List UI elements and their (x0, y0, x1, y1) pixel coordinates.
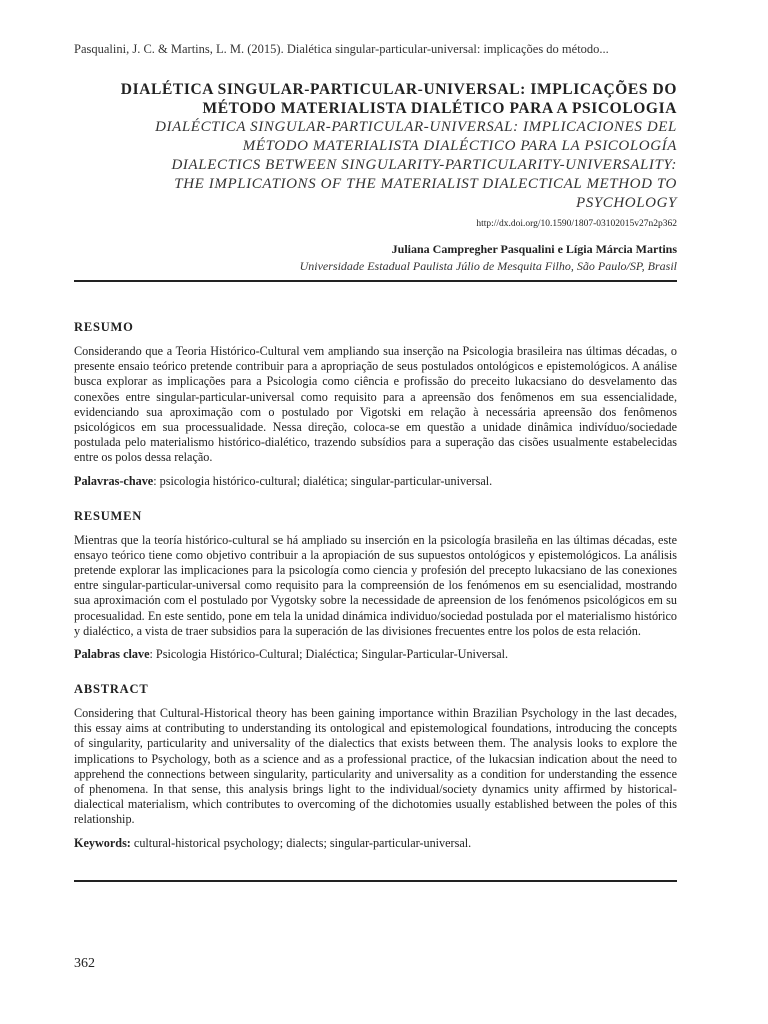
abstracts-area (74, 320, 677, 871)
keywords-label: Keywords: (74, 835, 131, 850)
keywords (74, 647, 677, 662)
affiliation: Universidade Estadual Paulista Júlio de Mesquita Filho, São Paulo/SP, Brasil (299, 259, 677, 273)
top-divider (74, 280, 677, 282)
title-line: PSYCHOLOGY (575, 195, 677, 211)
authors: Juliana Campregher Pasqualini e Lígia Márcia Martins (391, 242, 677, 256)
keywords-text: : psicologia histórico-cultural; dialética; singular-particular-universal. (153, 473, 493, 488)
title-line: DIALECTICS BETWEEN SINGULARITY-PARTICULARITY-UNIVERSALITY: (171, 157, 677, 173)
title-line: DIALÉTICA SINGULAR-PARTICULAR-UNIVERSAL: IMPLICAÇÕES DO (120, 81, 677, 98)
resumo-section (74, 320, 677, 489)
title-line: MÉTODO MATERIALISTA DIALÉCTICO PARA LA PSICOLOGÍA (242, 138, 677, 154)
keywords (74, 836, 677, 851)
abstract-section (74, 682, 677, 851)
keywords-label: Palabras clave (74, 647, 150, 662)
title-line: DIALÉCTICA SINGULAR-PARTICULAR-UNIVERSAL: IMPLICACIONES DEL (155, 119, 677, 135)
section-text: Considerando que a Teoria Histórico-Cultural vem ampliando sua inserção na Psicologia brasileira nas últimas décadas, o presente ensaio teórico pretende contribuir para a apropriação de seus postulados ontológicos e epistemológicos. A análise busca explorar as implicações para a Psicologia como ciência e profissão do preceito lukacsiano do desvelamento das conexões entre singular-particular-universal como requisito para a apreensão dos fenômenos em sua essencialidade, evidenciando sua aproximação com o postulado por Vigotski em relação à necessária apreensão dos fenômenos psicológicos em sua processualidade. Nessa direção, coloca-se em questão a unidade dinâmica indivíduo/sociedade postulada pelo materialismo histórico-dialético, trazendo subsídios para a superação das cisões usualmente estabelecidas entre os polos dessa relação. (74, 344, 677, 465)
section-heading: RESUMEN (74, 508, 143, 523)
resumen-section (74, 509, 677, 662)
title-spanish (74, 118, 677, 156)
title-line: MÉTODO MATERIALISTA DIALÉTICO PARA A PSICOLOGIA (202, 100, 677, 117)
section-heading: ABSTRACT (74, 682, 149, 697)
keywords-label: Palavras-chave (74, 473, 154, 488)
section-heading: RESUMO (74, 320, 134, 334)
keywords (74, 474, 677, 489)
doi-link[interactable]: http://dx.doi.org/10.1590/1807-03102015v27n2p362 (476, 219, 677, 229)
keywords-text: : Psicologia Histórico-Cultural; Dialéctica; Singular-Particular-Universal. (149, 647, 509, 662)
running-head: Pasqualini, J. C. & Martins, L. M. (2015). Dialética singular-particular-universal: implicações do método... (74, 42, 609, 56)
page-number: 362 (74, 956, 95, 971)
title-line: THE IMPLICATIONS OF THE MATERIALIST DIALECTICAL METHOD TO (174, 176, 677, 192)
title-english (74, 156, 677, 213)
section-text: Mientras que la teoría histórico-cultural se há ampliado su inserción en la psicología brasileña en las últimas décadas, este ensayo teórico tiene como objetivo contribuir a la apropiación de sus supuestos ontológicos y epistemológicos. La análisis pretende explorar las implicaciones para la psicología como ciencia y profesión del precepto lukacsiano de las conexiones entre singular-particular-universal como requisito para la compreensión de los fenómenos em su esencialidad, mostrando sua aproximación com el postulado por Vygotsky sobre la necessidade de apreension de los fenómenos psicológicos em su procesualidad. En este sentido, pone em tela la unidad dinámica individuo/sociedad postulada por el materialismo histórico y dialéctico, a vista de traer subsidios para la superación de las divisiones frecuentes entre los polos de esta relación. (74, 532, 677, 638)
section-text: Considering that Cultural-Historical theory has been gaining importance within Brazilian Psychology in the last decades, this essay aims at contributing to understanding its ontological and epistemological foundations, introducing the concepts of singularity, particularity and universality of the dialectics that exists between them. The analysis looks to explore the implications to Psychology, both as a science and as a professional practice, of the lukacsian indication about the need to apprehend the connections between singularity, particularity and universality as a condition for understanding the essence of phenomena. In that sense, this analysis brings light to the individual/society dynamics unity affirmed by historical-dialectical materialism, which contributes to overcoming of the dichotomies usually established between the poles of this relationship. (74, 706, 677, 827)
keywords-text: cultural-historical psychology; dialects; singular-particular-universal. (130, 835, 472, 850)
title-portuguese (74, 80, 677, 118)
title-block (74, 80, 677, 274)
bottom-divider (74, 880, 677, 882)
